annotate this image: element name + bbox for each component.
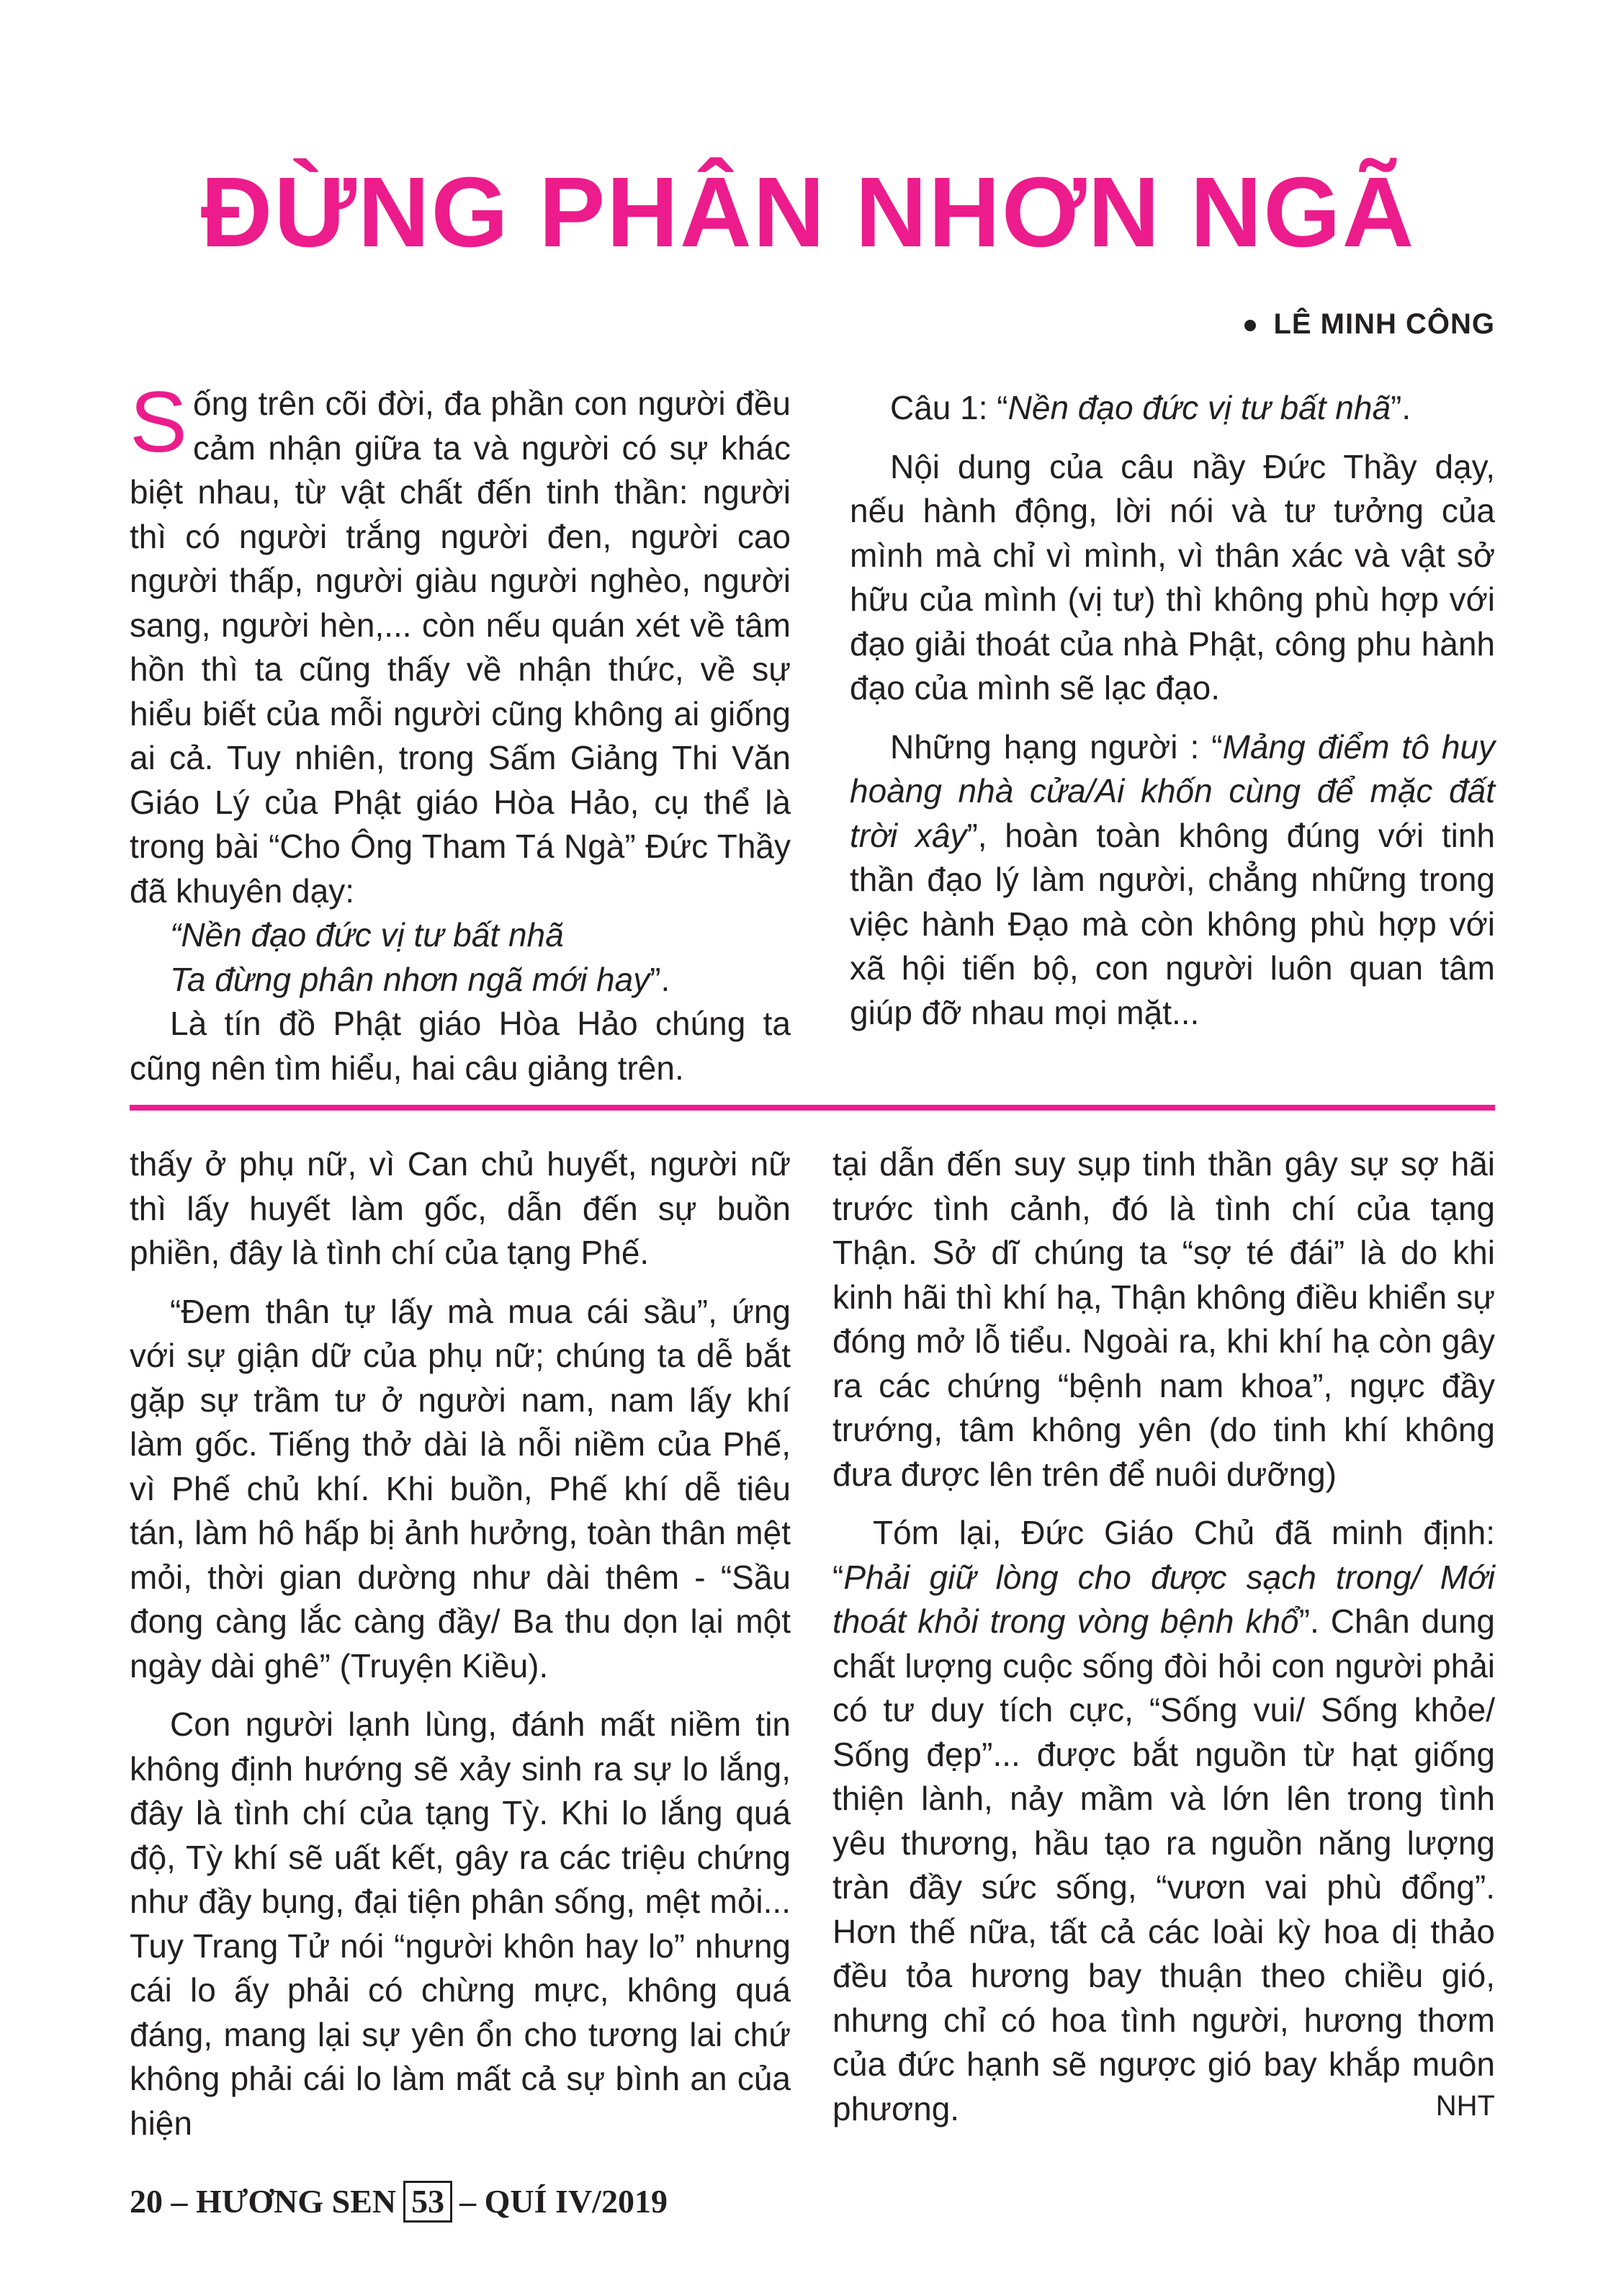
publication-name: – HƯƠNG SEN [171, 2183, 397, 2220]
paragraph-text: Là tín đồ Phật giáo Hòa Hảo chúng ta cũng nên tìm hiểu, hai câu giảng trên. [130, 1005, 791, 1087]
paragraph-text: Tóm lại, Đức Giáo Chủ đã minh định: “Phải giữ lòng cho được sạch trong/ Mới thoát khỏi trong vòng bệnh khổ”. Chân dung chất lượng cuộc sống đòi hỏi con người phải có tư duy tích cực, “Sống vui/ Sống khỏe/ Sống đẹp”... được bắt nguồn từ hạt giống thiện lành, nảy mầm và lớn lên trong tình yêu thương, hầu tạo ra nguồn năng lượng tràn đầy sức sống, “vươn vai phù đổng”. Hơn thế nữa, tất cả các loài kỳ hoa dị thảo đều tỏa hương bay thuận theo chiều gió, nhưng chỉ có hoa tình người, hương thơm của đức hạnh sẽ ngược gió bay khắp muôn phương. [832, 1514, 1495, 2127]
paragraph-text: Nội dung của câu nầy Đức Thầy dạy, nếu hành động, lời nói và tư tưởng của mình mà chỉ vì mình, vì thân xác và vật sở hữu của mình (vị tư) thì không phù hợp với đạo giải thoát của nhà Phật, công phu hành đạo của mình sẽ lạc đạo. [850, 447, 1495, 707]
author-byline [1244, 308, 1495, 341]
bullet-icon [1244, 320, 1256, 331]
page-number: 20 [130, 2183, 163, 2220]
issue-number: 53 [403, 2181, 452, 2223]
paragraph-intro [130, 374, 791, 913]
quote-line-2: Ta đừng phân nhơn ngã mới hay”. [170, 960, 670, 998]
drop-cap: S [130, 374, 188, 470]
paragraph-text: ống trên cõi đời, đa phần con người đều cảm nhận giữa ta và người có sự khác biệt nhau, từ vật chất đến tinh thần: người thì có người trắng người đen, người cao người thấp, người giàu người nghèo, người sang, người hèn,... còn nếu quán xét về tâm hồn thì ta cũng thấy về nhận thức, về sự hiểu biết của mỗi người cũng không ai giống ai cả. Tuy nhiên, trong Sấm Giảng Thi Văn Giáo Lý của Phật giáo Hòa Hảo, cụ thể là trong bài “Cho Ông Tham Tá Ngà” Đức Thầy đã khuyên dạy: [130, 385, 791, 910]
page-footer [130, 2181, 668, 2223]
paragraph-text: “Đem thân tự lấy mà mua cái sầu”, ứng với sự giận dữ của phụ nữ; chúng ta dễ bắt gặp sự trầm tư ở người nam, nam lấy khí làm gốc. Tiếng thở dài là nỗi niềm của Phế, vì Phế chủ khí. Khi buồn, Phế khí dễ tiêu tán, làm hô hấp bị ảnh hưởng, toàn thân mệt mỏi, thời gian dường như dài thêm - “Sầu đong càng lắc càng đầy/ Ba thu dọn lại một ngày dài ghê” (Truyện Kiều). [130, 1292, 791, 1685]
paragraph-text: thấy ở phụ nữ, vì Can chủ huyết, người nữ thì lấy huyết làm gốc, dẫn đến sự buồn phiền, đây là tình chí của tạng Phế. [130, 1145, 791, 1271]
publication-date: – QUÍ IV/2019 [459, 2183, 668, 2220]
verse-heading: Câu 1: “Nền đạo đức vị tư bất nhã”. [890, 389, 1411, 426]
paragraph-text: Những hạng người : “Mảng điểm tô huy hoàng nhà cửa/Ai khốn cùng để mặc đất trời xây”, hoàn toàn không đúng với tinh thần đạo lý làm người, chẳng những trong việc hành Đạo mà còn không phù hợp với xã hội tiến bộ, con người luôn quan tâm giúp đỡ nhau mọi mặt... [850, 727, 1495, 1031]
column-intro-left [130, 374, 791, 1090]
quote-line-1: “Nền đạo đức vị tư bất nhã [170, 916, 564, 954]
column-body-left [130, 1142, 791, 2145]
column-intro-right [850, 386, 1495, 1035]
author-name: LÊ MINH CÔNG [1273, 308, 1495, 340]
column-body-right [832, 1142, 1495, 2131]
paragraph-text: tại dẫn đến suy sụp tinh thần gây sự sợ hãi trước tình cảnh, đó là tình chí của tạng Thận. Sở dĩ chúng ta “sợ té đái” là do khi kinh hãi thì khí hạ, Thận không điều khiển sự đóng mở lỗ tiểu. Ngoài ra, khi khí hạ còn gây ra các chứng “bệnh nam khoa”, ngực đầy trướng, tâm không yên (do tinh khí không đưa được lên trên để nuôi dưỡng) [832, 1145, 1495, 1493]
article-title: ĐỪNG PHÂN NHƠN NGÃ [200, 157, 1416, 268]
signature: NHT [1435, 2090, 1495, 2122]
section-divider [130, 1105, 1495, 1111]
paragraph-text: Con người lạnh lùng, đánh mất niềm tin không định hướng sẽ xảy sinh ra sự lo lắng, đây là tình chí của tạng Tỳ. Khi lo lắng quá độ, Tỳ khí sẽ uất kết, gây ra các triệu chứng như đầy bụng, đại tiện phân sống, mệt mỏi... Tuy Trang Tử nói “người khôn hay lo” nhưng cái lo ấy phải có chừng mực, không quá đáng, mang lại sự yên ổn cho tương lai chứ không phải cái lo làm mất cả sự bình an của hiện [130, 1705, 791, 2142]
